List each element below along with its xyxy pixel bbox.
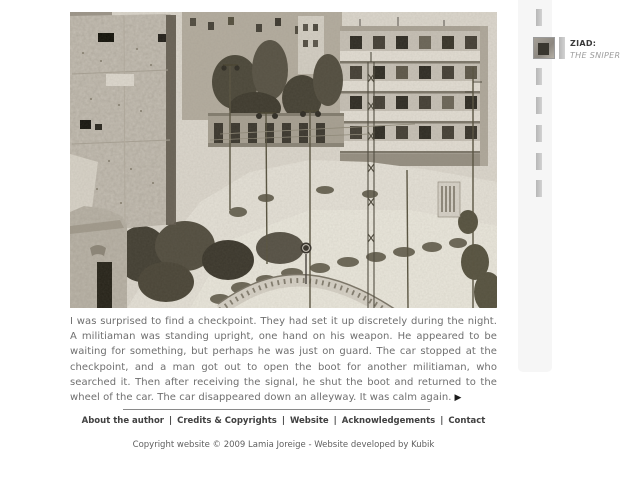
sidebar-active-bar[interactable] <box>559 37 565 59</box>
caption-text: I was surprised to find a checkpoint. They had set it up discretely during the night. A militiaman was standing upright, one hand on his weapon. He appeared to be waiting for something, but perhaps he was just on guard. The car stopped at the checkpoint, and a man got out to open the boot for another militiaman, who searched it. Then after receiving the signal, he shut the boot and returned to the wheel of the car. The car disappeared down an alleyway. It was calm again. <box>70 316 497 404</box>
footer-nav <box>70 416 497 426</box>
nav-credits-copyrights[interactable]: Credits & Copyrights <box>177 416 277 426</box>
checkpoint-photo <box>70 12 497 308</box>
sidebar-item-4[interactable] <box>536 97 542 114</box>
nav-website[interactable]: Website <box>289 416 329 426</box>
nav-acknowledgements[interactable]: Acknowledgements <box>341 416 436 426</box>
sidebar-active-title: ZIAD: <box>570 39 597 48</box>
nav-separator: | <box>169 416 173 426</box>
nav-separator: | <box>333 416 337 426</box>
sidebar-active-thumbnail[interactable] <box>533 37 555 59</box>
next-arrow[interactable]: ▶ <box>454 393 462 404</box>
sidebar-item-6[interactable] <box>536 153 542 170</box>
copyright-line: Copyright website © 2009 Lamia Joreige - Website developed by Kubik <box>132 440 435 450</box>
sidebar-active-subtitle: THE SNIPER <box>570 51 621 60</box>
sidebar-item-7[interactable] <box>536 180 542 197</box>
nav-separator: | <box>440 416 444 426</box>
photo-illustration <box>70 12 497 308</box>
thumbnail-image <box>538 43 549 55</box>
nav-separator: | <box>281 416 285 426</box>
sidebar-item-3[interactable] <box>536 68 542 85</box>
caption-paragraph <box>70 314 497 406</box>
nav-contact[interactable]: Contact <box>448 416 486 426</box>
sidebar-item-5[interactable] <box>536 125 542 142</box>
nav-about-author[interactable]: About the author <box>81 416 164 426</box>
footer-divider <box>123 409 430 410</box>
sidebar-item-1[interactable] <box>536 9 542 26</box>
